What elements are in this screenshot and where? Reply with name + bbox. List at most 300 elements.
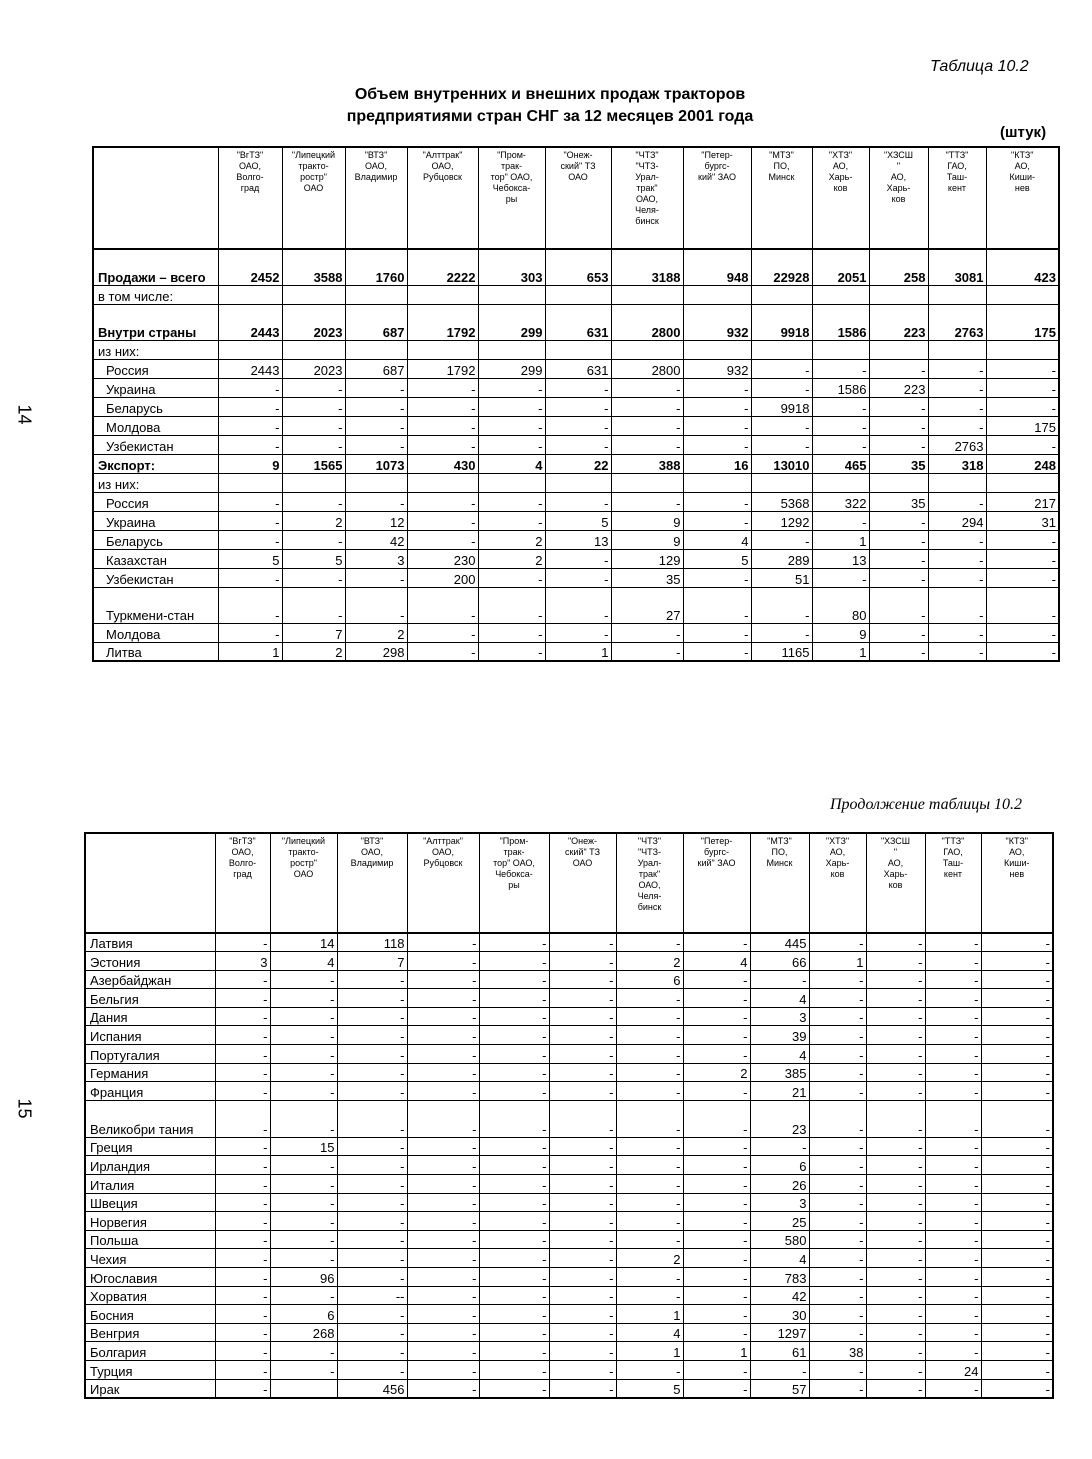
table-cell: - xyxy=(809,1286,866,1305)
table-cell: - xyxy=(866,1175,925,1194)
table-cell: 2 xyxy=(478,530,545,549)
table-cell: 5 xyxy=(218,549,282,568)
table-cell: - xyxy=(869,435,928,454)
table-cell: - xyxy=(925,1026,981,1045)
table-cell: - xyxy=(345,378,407,397)
table-cell: 26 xyxy=(750,1175,809,1194)
table-cell: - xyxy=(407,397,478,416)
table-cell: 35 xyxy=(611,568,683,587)
table-cell: - xyxy=(549,1249,616,1268)
table-cell: - xyxy=(925,1323,981,1342)
table-cell: - xyxy=(549,1323,616,1342)
row-label: Внутри страны xyxy=(93,304,218,340)
table-cell: - xyxy=(751,416,812,435)
table-cell: - xyxy=(479,1305,549,1324)
table-cell: 9918 xyxy=(751,397,812,416)
table-cell: - xyxy=(683,933,750,952)
table-cell: - xyxy=(981,1193,1053,1212)
table-cell: 38 xyxy=(809,1342,866,1361)
table-cell: 687 xyxy=(345,359,407,378)
table-cell: - xyxy=(407,970,479,989)
table-cell: - xyxy=(866,1230,925,1249)
table-cell: 299 xyxy=(478,359,545,378)
row-label: Болгария xyxy=(85,1342,215,1361)
column-header: "Алттрак" ОАО, Рубцовск xyxy=(407,147,478,249)
table-cell: - xyxy=(549,1082,616,1101)
row-label: Казахстан xyxy=(93,549,218,568)
table-cell: - xyxy=(683,989,750,1008)
table-cell: - xyxy=(869,397,928,416)
table-cell: - xyxy=(683,587,751,623)
table-cell: - xyxy=(809,1156,866,1175)
table-cell: - xyxy=(545,623,611,642)
table-cell: - xyxy=(345,397,407,416)
table-cell: - xyxy=(337,1175,407,1194)
table-cell: - xyxy=(337,1100,407,1137)
table-cell: 80 xyxy=(812,587,869,623)
table-cell: 27 xyxy=(611,587,683,623)
table-cell: - xyxy=(925,1063,981,1082)
table-cell: 4 xyxy=(683,530,751,549)
row-label: Продажи – всего xyxy=(93,249,218,285)
table-cell: - xyxy=(549,1175,616,1194)
table-cell: - xyxy=(809,1175,866,1194)
table-cell: - xyxy=(925,1305,981,1324)
table-cell xyxy=(282,340,345,359)
table-cell: - xyxy=(407,530,478,549)
table-cell: - xyxy=(545,549,611,568)
table-cell: 13 xyxy=(545,530,611,549)
table-cell: 15 xyxy=(270,1137,337,1156)
table-cell: - xyxy=(215,1082,270,1101)
table-cell: - xyxy=(218,378,282,397)
table-cell: - xyxy=(407,587,478,623)
table-cell: - xyxy=(337,1323,407,1342)
table-cell: - xyxy=(479,1342,549,1361)
table-cell: 30 xyxy=(750,1305,809,1324)
table-cell: - xyxy=(479,1193,549,1212)
table-row xyxy=(93,397,1059,416)
table-title xyxy=(250,84,850,128)
table-cell: - xyxy=(549,1360,616,1379)
table-cell: 24 xyxy=(925,1360,981,1379)
table-cell: - xyxy=(407,1193,479,1212)
table-cell: - xyxy=(270,1156,337,1175)
table-cell: - xyxy=(869,530,928,549)
table-cell: - xyxy=(270,1063,337,1082)
table-cell: 3 xyxy=(750,1007,809,1026)
table-cell: - xyxy=(270,1082,337,1101)
table-cell xyxy=(545,285,611,304)
unit-label: (штук) xyxy=(1000,124,1047,141)
table-cell: - xyxy=(549,1137,616,1156)
table-cell: - xyxy=(866,989,925,1008)
table-cell: - xyxy=(337,1026,407,1045)
table-cell: 12 xyxy=(345,511,407,530)
table-cell: - xyxy=(925,1342,981,1361)
table-cell: 299 xyxy=(478,304,545,340)
table-cell: - xyxy=(611,378,683,397)
table-cell: 294 xyxy=(928,511,986,530)
table-cell: - xyxy=(215,1193,270,1212)
table-cell: - xyxy=(809,989,866,1008)
table-cell: - xyxy=(407,1268,479,1287)
table-cell: - xyxy=(616,1082,683,1101)
table-cell xyxy=(928,473,986,492)
table-cell: 4 xyxy=(750,989,809,1008)
table-cell: 3 xyxy=(750,1193,809,1212)
table-cell: 9 xyxy=(611,530,683,549)
table-cell: - xyxy=(809,1230,866,1249)
table-cell: 3 xyxy=(215,952,270,971)
table-cell: - xyxy=(478,416,545,435)
table-cell: 2452 xyxy=(218,249,282,285)
title-line-1: Объем внутренних и внешних продаж тракторов xyxy=(354,86,746,103)
header-stub xyxy=(93,147,218,249)
table-cell: - xyxy=(270,1007,337,1026)
table-cell: 118 xyxy=(337,933,407,952)
table-cell: - xyxy=(549,1026,616,1045)
table-cell xyxy=(683,285,751,304)
table-cell: 31 xyxy=(986,511,1059,530)
table-cell: - xyxy=(866,1193,925,1212)
table-cell: - xyxy=(407,1045,479,1064)
column-header: "ВТЗ" ОАО, Владимир xyxy=(337,833,407,933)
table-cell xyxy=(611,473,683,492)
table-cell: - xyxy=(337,1156,407,1175)
column-header: "КТЗ" АО, Киши- нев xyxy=(981,833,1053,933)
table-cell: - xyxy=(928,623,986,642)
table-cell: - xyxy=(683,1193,750,1212)
table-cell: - xyxy=(345,587,407,623)
table-cell: - xyxy=(683,1212,750,1231)
table-cell xyxy=(282,285,345,304)
table-cell: 61 xyxy=(750,1342,809,1361)
table-cell: - xyxy=(337,1360,407,1379)
row-label: Беларусь xyxy=(93,530,218,549)
table-cell: - xyxy=(616,1007,683,1026)
table-cell: 465 xyxy=(812,454,869,473)
table-cell: - xyxy=(545,568,611,587)
table-row xyxy=(93,340,1059,359)
table-cell: - xyxy=(215,1379,270,1398)
table-cell: - xyxy=(866,1379,925,1398)
table-cell: - xyxy=(218,587,282,623)
table-cell: - xyxy=(345,492,407,511)
table-cell: - xyxy=(479,1175,549,1194)
table-cell xyxy=(986,473,1059,492)
table-cell: - xyxy=(866,1026,925,1045)
table-cell: 7 xyxy=(282,623,345,642)
table-cell: - xyxy=(928,587,986,623)
table-cell: 653 xyxy=(545,249,611,285)
table-cell: 42 xyxy=(750,1286,809,1305)
table-cell xyxy=(869,285,928,304)
table-cell: - xyxy=(270,970,337,989)
table-cell: - xyxy=(479,1286,549,1305)
table-cell: 1 xyxy=(683,1342,750,1361)
table-cell: 230 xyxy=(407,549,478,568)
table-cell: - xyxy=(866,1249,925,1268)
table-cell xyxy=(545,473,611,492)
table-cell: 1 xyxy=(812,530,869,549)
table-cell: - xyxy=(549,1193,616,1212)
row-label: Хорватия xyxy=(85,1286,215,1305)
table-cell: - xyxy=(981,970,1053,989)
table-cell: - xyxy=(407,1305,479,1324)
table-cell: - xyxy=(282,568,345,587)
table-cell: 948 xyxy=(683,249,751,285)
table-row xyxy=(85,1156,1053,1175)
row-label: Франция xyxy=(85,1082,215,1101)
table-cell: 223 xyxy=(869,378,928,397)
column-header: "ТТЗ" ГАО, Таш- кент xyxy=(928,147,986,249)
table-cell: - xyxy=(479,1100,549,1137)
column-header: "Алттрак" ОАО, Рубцовск xyxy=(407,833,479,933)
table-cell: - xyxy=(981,1379,1053,1398)
table-cell: 456 xyxy=(337,1379,407,1398)
table-cell: - xyxy=(215,1007,270,1026)
table-cell: - xyxy=(218,568,282,587)
table-cell: 5 xyxy=(545,511,611,530)
table-cell: - xyxy=(545,397,611,416)
table-row xyxy=(85,1137,1053,1156)
table-row xyxy=(85,1360,1053,1379)
table-cell xyxy=(986,340,1059,359)
table-cell: - xyxy=(282,435,345,454)
table-cell: - xyxy=(337,1045,407,1064)
row-label: Узбекистан xyxy=(93,435,218,454)
column-header: "ХТЗ" АО, Харь- ков xyxy=(812,147,869,249)
table-cell: - xyxy=(683,378,751,397)
table-cell: 1292 xyxy=(751,511,812,530)
table-cell: - xyxy=(616,1175,683,1194)
table-cell: - xyxy=(479,1230,549,1249)
table-cell: 3081 xyxy=(928,249,986,285)
table-cell: - xyxy=(407,952,479,971)
table-cell: 217 xyxy=(986,492,1059,511)
table-cell: 385 xyxy=(750,1063,809,1082)
table-cell: - xyxy=(981,1342,1053,1361)
table-cell: - xyxy=(928,378,986,397)
table-cell: 318 xyxy=(928,454,986,473)
table-row xyxy=(85,970,1053,989)
table-cell: - xyxy=(683,642,751,661)
table-cell: - xyxy=(981,1323,1053,1342)
column-header: "КТЗ" АО, Киши- нев xyxy=(986,147,1059,249)
table-cell: - xyxy=(616,1137,683,1156)
table-row xyxy=(93,359,1059,378)
table-cell: - xyxy=(981,1360,1053,1379)
table-cell: 9 xyxy=(218,454,282,473)
row-label: Польша xyxy=(85,1230,215,1249)
table-cell: 3588 xyxy=(282,249,345,285)
table-cell: 129 xyxy=(611,549,683,568)
table-cell: - xyxy=(683,492,751,511)
table-cell: - xyxy=(611,435,683,454)
table-cell: - xyxy=(928,549,986,568)
table-cell: 57 xyxy=(750,1379,809,1398)
table-cell: - xyxy=(928,359,986,378)
table-cell: - xyxy=(407,1360,479,1379)
table-cell: - xyxy=(683,1045,750,1064)
table-cell: - xyxy=(407,1230,479,1249)
header-stub xyxy=(85,833,215,933)
table-cell: - xyxy=(479,1249,549,1268)
row-label: Испания xyxy=(85,1026,215,1045)
table-cell: - xyxy=(925,1379,981,1398)
row-label: Азербайджан xyxy=(85,970,215,989)
table-cell: - xyxy=(215,1286,270,1305)
table-cell: - xyxy=(812,435,869,454)
table-cell: - xyxy=(479,1379,549,1398)
table-cell: - xyxy=(683,1323,750,1342)
table-cell: 1073 xyxy=(345,454,407,473)
table-cell: - xyxy=(282,397,345,416)
table-cell: 14 xyxy=(270,933,337,952)
table-cell: - xyxy=(549,1379,616,1398)
table-row xyxy=(93,642,1059,661)
row-label: Молдова xyxy=(93,416,218,435)
table-cell: - xyxy=(345,416,407,435)
table-cell xyxy=(611,340,683,359)
table-cell: - xyxy=(337,1212,407,1231)
table-cell: 9918 xyxy=(751,304,812,340)
table-cell: - xyxy=(616,1100,683,1137)
table-cell: 430 xyxy=(407,454,478,473)
column-header: "Петер- бургс- кий" ЗАО xyxy=(683,147,751,249)
table-row xyxy=(85,1007,1053,1026)
table-row xyxy=(85,1193,1053,1212)
table-cell xyxy=(407,285,478,304)
table-cell: - xyxy=(928,530,986,549)
table-cell: - xyxy=(337,970,407,989)
table-cell: 2023 xyxy=(282,304,345,340)
table-cell: - xyxy=(751,530,812,549)
table-cell: - xyxy=(981,1156,1053,1175)
table-cell: - xyxy=(215,1305,270,1324)
table-cell: - xyxy=(407,1379,479,1398)
table-cell xyxy=(869,473,928,492)
table-row xyxy=(85,1323,1053,1342)
table-cell: - xyxy=(215,1156,270,1175)
table-cell: - xyxy=(925,1212,981,1231)
table-row xyxy=(85,1305,1053,1324)
row-label: Норвегия xyxy=(85,1212,215,1231)
table-row xyxy=(93,492,1059,511)
table-cell xyxy=(611,285,683,304)
table-cell: 35 xyxy=(869,454,928,473)
table-cell: - xyxy=(616,1360,683,1379)
table-cell: - xyxy=(270,1175,337,1194)
table-cell: - xyxy=(981,1063,1053,1082)
table-cell: - xyxy=(751,359,812,378)
table-cell: - xyxy=(683,1249,750,1268)
table-cell: 1 xyxy=(616,1305,683,1324)
table-cell: - xyxy=(282,416,345,435)
table-cell: - xyxy=(925,1100,981,1137)
table-cell: - xyxy=(866,1082,925,1101)
table-cell: - xyxy=(683,970,750,989)
row-label: Латвия xyxy=(85,933,215,952)
table-cell: - xyxy=(407,416,478,435)
table-cell: - xyxy=(215,970,270,989)
table-cell: - xyxy=(270,1193,337,1212)
table-cell: - xyxy=(270,1342,337,1361)
table-cell: - xyxy=(809,970,866,989)
table-cell: - xyxy=(981,933,1053,952)
table-cell: - xyxy=(549,1045,616,1064)
column-header: "Петер- бургс- кий" ЗАО xyxy=(683,833,750,933)
table-cell: - xyxy=(407,1063,479,1082)
row-label: Бельгия xyxy=(85,989,215,1008)
table-cell: - xyxy=(616,1212,683,1231)
table-cell: - xyxy=(683,1286,750,1305)
table-cell: 1792 xyxy=(407,359,478,378)
table-cell: - xyxy=(218,623,282,642)
table-cell: 1586 xyxy=(812,378,869,397)
table-cell: - xyxy=(478,642,545,661)
table-cell: - xyxy=(683,1082,750,1101)
table-cell: 16 xyxy=(683,454,751,473)
table-cell: - xyxy=(479,989,549,1008)
table-cell: - xyxy=(683,435,751,454)
table-cell: - xyxy=(270,989,337,1008)
table-cell: - xyxy=(616,1063,683,1082)
table-cell: - xyxy=(683,416,751,435)
sales-table-part-2 xyxy=(84,832,1054,1399)
table-cell: - xyxy=(750,1360,809,1379)
row-label: Украина xyxy=(93,511,218,530)
table-cell: - xyxy=(407,1342,479,1361)
table-cell: - xyxy=(215,1342,270,1361)
table-cell: - xyxy=(751,435,812,454)
table-cell: - xyxy=(986,359,1059,378)
table-cell: - xyxy=(925,1156,981,1175)
table-cell: - xyxy=(549,1156,616,1175)
table-cell: - xyxy=(616,1045,683,1064)
table-cell: - xyxy=(981,1175,1053,1194)
table-cell: - xyxy=(549,1230,616,1249)
table-cell: - xyxy=(407,435,478,454)
title-line-2: предприятиями стран СНГ за 12 месяцев 2001 года xyxy=(346,108,754,125)
table-cell: 248 xyxy=(986,454,1059,473)
table-cell: - xyxy=(812,511,869,530)
table-cell: 932 xyxy=(683,359,751,378)
table-cell: - xyxy=(407,1249,479,1268)
table-cell: - xyxy=(611,492,683,511)
table-cell: - xyxy=(407,1175,479,1194)
table-cell: - xyxy=(981,1100,1053,1137)
table-cell: 2800 xyxy=(611,359,683,378)
table-cell: - xyxy=(981,1268,1053,1287)
table-cell: - xyxy=(479,933,549,952)
table-cell: 9 xyxy=(611,511,683,530)
table-cell xyxy=(218,473,282,492)
table-cell: - xyxy=(981,1045,1053,1064)
table-cell: - xyxy=(866,1212,925,1231)
table-cell: - xyxy=(549,970,616,989)
table-cell: - xyxy=(549,1305,616,1324)
table-cell: 21 xyxy=(750,1082,809,1101)
table-cell: 4 xyxy=(270,952,337,971)
table-cell: - xyxy=(215,933,270,952)
table-cell: - xyxy=(479,1082,549,1101)
table-cell: - xyxy=(925,1249,981,1268)
table-cell xyxy=(751,285,812,304)
table-cell xyxy=(928,340,986,359)
table-cell xyxy=(751,473,812,492)
